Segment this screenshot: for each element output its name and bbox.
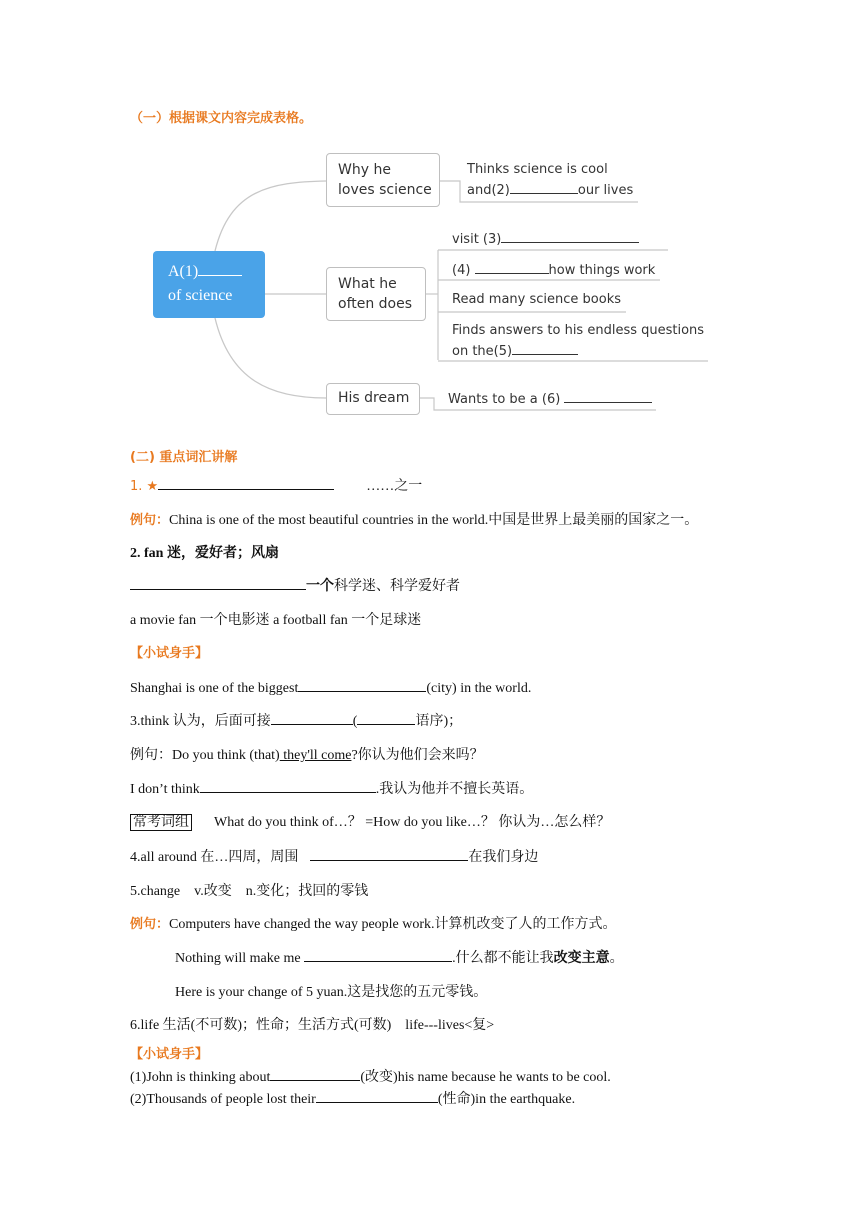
item-3-b: (	[352, 714, 358, 729]
question-1	[130, 1066, 611, 1086]
question-think-a: I don’t think	[130, 782, 200, 797]
root-label: A(1)	[168, 263, 199, 280]
leaf-does-1-text: visit (3)	[452, 232, 502, 247]
question-1-a: (1)John is thinking about	[130, 1070, 271, 1085]
example-5-s2a: Nothing will make me	[175, 951, 305, 966]
blank-2[interactable]	[510, 181, 578, 194]
question-think	[130, 778, 533, 798]
branch-does	[326, 267, 426, 321]
item-1-tail: ……之一	[366, 479, 423, 494]
leaf-why-2-a: and(2)	[467, 183, 510, 198]
leaf-does-1	[452, 230, 639, 247]
leaf-does-2-b: how things work	[548, 263, 656, 278]
branch-does-line2: often does	[338, 296, 413, 312]
item-5: 5.change v.改变 n.变化；找回的零钱	[130, 884, 369, 899]
mind-map-connectors	[0, 0, 860, 420]
blank-item2[interactable]	[130, 575, 306, 590]
example-5-label: 例句：	[130, 917, 170, 932]
mind-map-root	[153, 251, 265, 318]
branch-dream-label: His dream	[338, 390, 410, 406]
blank-3[interactable]	[501, 230, 639, 243]
example-3	[130, 744, 484, 764]
item-3-c: 语序)；	[415, 714, 463, 729]
example-5-2	[175, 947, 624, 967]
leaf-does-4b-text: on the(5)	[452, 344, 513, 359]
example-5-s2b: .什么都不能让我	[452, 951, 554, 966]
example-3-underlined: they'll come	[279, 748, 352, 763]
blank-6[interactable]	[564, 390, 652, 403]
example-5-1	[130, 913, 617, 933]
question-shanghai-a: Shanghai is one of the biggest	[130, 681, 299, 696]
section1-title: （一）根据课文内容完成表格。	[130, 111, 313, 126]
blank-think[interactable]	[200, 778, 376, 793]
section2-title: (二) 重点词汇讲解	[130, 450, 238, 465]
branch-does-line1: What he	[338, 276, 397, 292]
blank-item1[interactable]	[158, 475, 334, 490]
item-2-examples: a movie fan 一个电影迷 a football fan 一个足球迷	[130, 613, 422, 628]
mind-map	[0, 0, 860, 420]
leaf-why-2-b: our lives	[577, 183, 634, 198]
example-5-s2c: 改变主意	[553, 951, 610, 966]
phrase-line	[130, 811, 610, 831]
leaf-dream-text: Wants to be a (6)	[448, 392, 565, 407]
branch-dream	[326, 383, 420, 415]
item-3	[130, 710, 462, 730]
blank-1[interactable]	[198, 261, 242, 276]
try-heading-2: 【小试身手】	[130, 1047, 209, 1062]
example-5-s1: Computers have changed the way people work.计算机改变了人的工作方式。	[169, 917, 617, 932]
blank-item5[interactable]	[304, 947, 452, 962]
example-label: 例句：	[130, 513, 170, 528]
example-5-3: Here is your change of 5 yuan.这是找您的五元零钱。	[175, 985, 488, 1000]
item-1-num: 1. ★	[130, 479, 159, 494]
item-2-yige: 一个	[306, 579, 334, 594]
item-2-tail: 科学迷、科学爱好者	[334, 579, 460, 594]
question-shanghai-b: (city) in the world.	[426, 681, 532, 696]
question-shanghai	[130, 677, 531, 697]
branch-why-line2: loves science	[338, 182, 432, 198]
leaf-does-4: Finds answers to his endless questions	[452, 323, 705, 338]
item-6: 6.life 生活(不可数)；性命；生活方式(可数) life---lives<复>	[130, 1018, 495, 1033]
leaf-why-1: Thinks science is cool	[467, 162, 608, 177]
question-2-b: (性命)in the earthquake.	[437, 1092, 576, 1107]
blank-4[interactable]	[475, 261, 549, 274]
phrase-text: What do you think of…？ =How do you like…？ 你认为…怎么样？	[214, 815, 611, 830]
root-label-2: of science	[168, 287, 233, 304]
item-4-b: 在我们身边	[468, 850, 539, 865]
question-think-b: .我认为他并不擅长英语。	[375, 782, 534, 797]
blank-shanghai[interactable]	[298, 677, 426, 692]
blank-q1[interactable]	[270, 1066, 360, 1081]
phrase-box: 常考词组	[130, 814, 192, 831]
item-1	[130, 475, 422, 495]
blank-5[interactable]	[512, 342, 578, 355]
leaf-dream	[448, 390, 652, 407]
example-3-a: 例句：Do you think (that)	[130, 748, 280, 763]
item-4	[130, 846, 538, 866]
item-2-title: 2. fan 迷，爱好者；风扇	[130, 546, 279, 561]
example-5-s2d: 。	[609, 951, 624, 966]
branch-why	[326, 153, 440, 207]
question-1-b: (改变)his name because he wants to be cool.	[360, 1070, 611, 1085]
example-1-text: China is one of the most beautiful countries in the world.中国是世界上最美丽的国家之一。	[169, 513, 699, 528]
try-heading-1: 【小试身手】	[130, 646, 209, 661]
blank-item3-b[interactable]	[357, 710, 415, 725]
leaf-why-2	[467, 181, 633, 198]
example-1	[130, 509, 698, 529]
question-2	[130, 1088, 575, 1108]
item-4-a: 4.all around 在…四周，周围	[130, 850, 299, 865]
blank-item3-a[interactable]	[271, 710, 353, 725]
leaf-does-4b	[452, 342, 578, 359]
leaf-does-2	[452, 261, 655, 278]
blank-item4[interactable]	[310, 846, 468, 861]
example-3-b: ?你认为他们会来吗？	[351, 748, 484, 763]
leaf-does-2-a: (4)	[452, 263, 475, 278]
question-2-a: (2)Thousands of people lost their	[130, 1092, 316, 1107]
leaf-does-3: Read many science books	[452, 292, 621, 307]
item-3-a: 3.think 认为，后面可接	[130, 714, 271, 729]
item-2-blank-line	[130, 575, 460, 595]
blank-q2[interactable]	[316, 1088, 438, 1103]
branch-why-line1: Why he	[338, 162, 391, 178]
